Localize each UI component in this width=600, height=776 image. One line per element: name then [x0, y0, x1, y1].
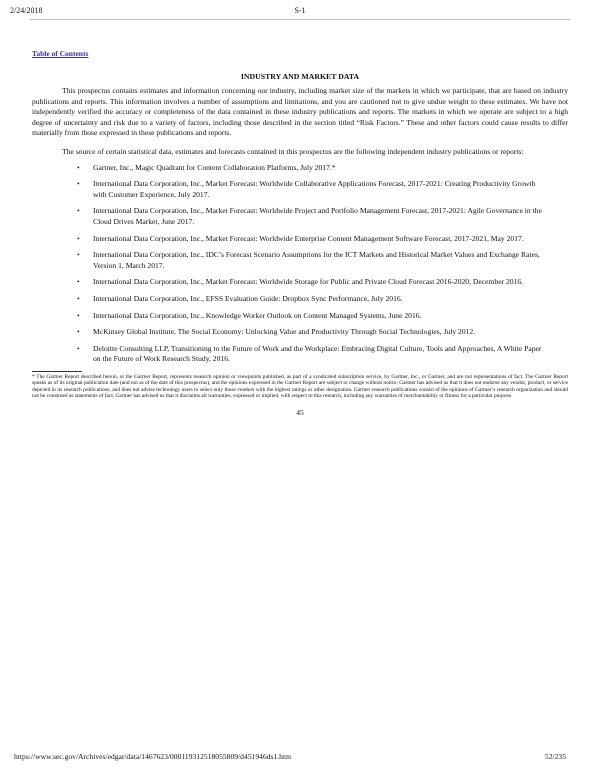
table-of-contents-link[interactable]: Table of Contents [32, 49, 89, 58]
list-item [32, 344, 542, 365]
source-text: International Data Corporation, Inc., IDC’s Forecast Scenario Assumptions for the ICT Markets and Historical Market Values and Exchange Rates, Version 1, March 2017. [93, 250, 540, 270]
source-text: International Data Corporation, Inc., Market Forecast: Worldwide Storage for Public and Private Cloud Forecast 2016-2020, December 2016. [93, 277, 524, 287]
bullet-icon: • [77, 179, 80, 189]
source-text: International Data Corporation, Inc., Market Forecast: Worldwide Collaborative Applications Forecast, 2017-2021: Creating Productivity Growth with Customer Experience, July 2017. [93, 179, 536, 199]
header-divider [30, 19, 570, 20]
source-text: International Data Corporation, Inc., Knowledge Worker Outlook on Content Managed Systems, June 2016. [93, 310, 422, 320]
sources-intro-paragraph: The source of certain statistical data, estimates and forecasts contained in this prospectus are the following independent industry publications or reports: [62, 146, 524, 156]
source-text: Deloitte Consulting LLP, Transitioning to the Future of Work and the Workplace: Embracing Digital Culture, Tools and Approaches, A White Paper on the Future of Work Research Study, 2016. [93, 343, 542, 364]
footnote: * The Gartner Report described herein, or the Gartner Report, represents research opinion or viewpoints published, as part of a syndicated subscription service, by Gartner, Inc., or Gartner, and are not representations of fact. The Gartner Report speaks as of its original publication date (and not as of the date of this prospectus), and the opinions expressed in the Gartner Report are subject to change without notice. Gartner has advised us that it does not endorse any vendor, product, or service depicted in its research publications, and does not advise technology users to select only those vendors with the highest ratings or other designation. Gartner research publications consist of the opinions of Gartner’s research organization and should not be construed as statements of fact. Gartner has advised us that it disclaims all warranties, expressed or implied, with respect to this research, including any warranties of merchantability or fitness for a particular purpose. [32, 373, 568, 400]
bullet-icon: • [77, 327, 80, 337]
list-item [32, 163, 542, 174]
bullet-icon: • [77, 206, 80, 216]
list-item [32, 277, 542, 288]
source-text: International Data Corporation, Inc., Market Forecast: Worldwide Enterprise Content Management Software Forecast, 2017-2021, May 2017. [93, 233, 524, 243]
list-item [32, 234, 542, 245]
list-item [32, 294, 542, 305]
list-item [32, 206, 542, 227]
bullet-icon: • [77, 233, 80, 243]
page-content [32, 43, 568, 418]
bullet-icon: • [77, 343, 80, 353]
bullet-icon: • [77, 162, 80, 172]
list-item [32, 179, 542, 200]
bullet-icon: • [77, 293, 80, 303]
bullet-icon: • [77, 250, 80, 260]
list-item [32, 311, 542, 322]
section-title: INDUSTRY AND MARKET DATA [240, 72, 360, 81]
footnote-divider [32, 371, 82, 372]
source-text: International Data Corporation, Inc., Market Forecast: Worldwide Project and Portfolio Management Forecast, 2017-2021: Agile Governance in the Cloud Drives Market, June 2017. [93, 206, 542, 226]
print-date: 2/24/2018 [10, 6, 43, 15]
print-title: S-1 [294, 6, 306, 15]
list-item [32, 327, 542, 338]
bullet-icon: • [77, 277, 80, 287]
sources-list [32, 163, 542, 365]
footer-url: https://www.sec.gov/Archives/edgar/data/1467623/000119312518055809/d451946ds1.htm [14, 752, 292, 761]
intro-paragraph: This prospectus contains estimates and information concerning our industry, including market size of the markets in which we participate, that are based on industry publications and reports. This information involves a number of assumptions and limitations, and you are cautioned not to give undue weight to these estimates. We have not independently verified the accuracy or completeness of the data contained in these industry publications and reports. The markets in which we operate are subject to a high degree of uncertainty and risk due to a variety of factors, including those described in the section titled “Risk Factors.” These and other factors could cause results to differ materially from those expressed in these publications and reports. [32, 86, 568, 138]
source-text: McKinsey Global Institute, The Social Economy: Unlocking Value and Productivity Through Social Technologies, July 2012. [93, 327, 476, 337]
source-text: International Data Corporation, Inc., EFSS Evaluation Guide: Dropbox Sync Performance, July 2016. [93, 293, 403, 303]
page-number: 45 [296, 407, 304, 417]
list-item [32, 250, 542, 271]
source-text: Gartner, Inc., Magic Quadrant for Content Collaboration Platforms, July 2017.* [93, 162, 336, 172]
footer-page-count: 52/235 [544, 752, 566, 761]
bullet-icon: • [77, 310, 80, 320]
